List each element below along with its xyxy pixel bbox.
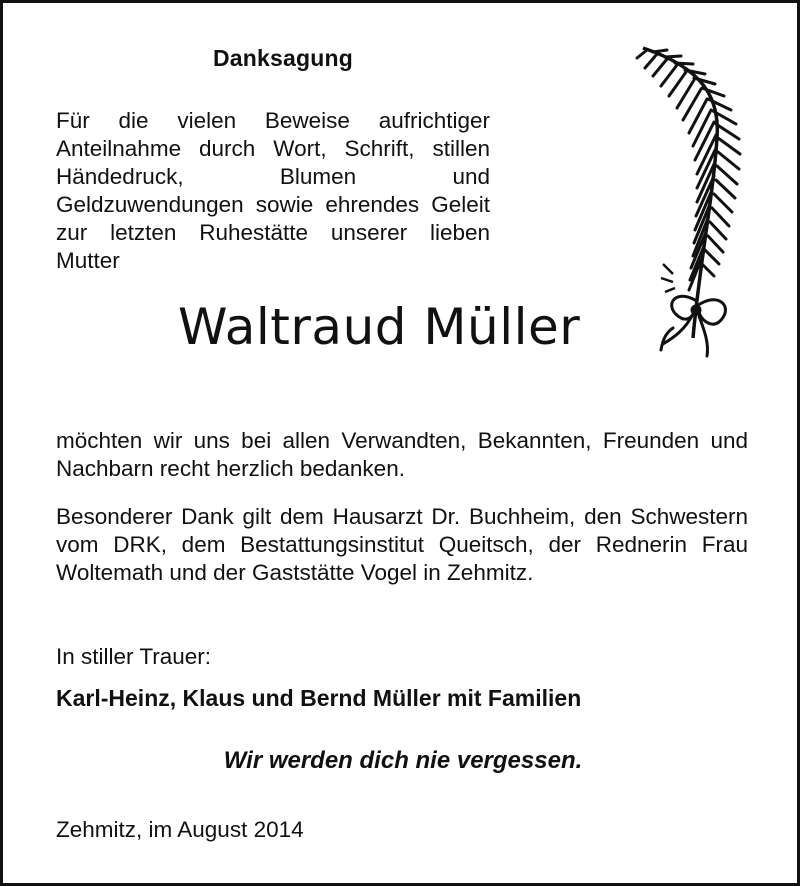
mourning-label: In stiller Trauer: bbox=[56, 644, 212, 669]
deceased-name: Waltraud Müller bbox=[178, 298, 581, 356]
thanks-paragraph: möchten wir uns bei allen Verwandten, Bekannten, Freunden und Nachbarn recht herzlich bedanken. bbox=[56, 428, 748, 481]
intro-paragraph: Für die vielen Beweise aufrichtiger Anteilnahme durch Wort, Schrift, stillen Händedruck, Blumen und Geldzuwendungen sowie ehrendes Geleit zur letzten Ruhestätte unserer lieben Mutter bbox=[56, 108, 490, 273]
place-date: Zehmitz, im August 2014 bbox=[56, 817, 304, 842]
family-signature: Karl-Heinz, Klaus und Bernd Müller mit Familien bbox=[56, 685, 582, 711]
motto: Wir werden dich nie vergessen. bbox=[223, 747, 583, 774]
notice-heading: Danksagung bbox=[213, 45, 354, 71]
palm-frond-icon bbox=[633, 38, 743, 368]
special-thanks-paragraph: Besonderer Dank gilt dem Hausarzt Dr. Buchheim, den Schwestern vom DRK, dem Bestattungsinstitut Queitsch, der Rednerin Frau Woltemath und der Gaststätte Vogel in Zehmitz. bbox=[56, 504, 748, 585]
